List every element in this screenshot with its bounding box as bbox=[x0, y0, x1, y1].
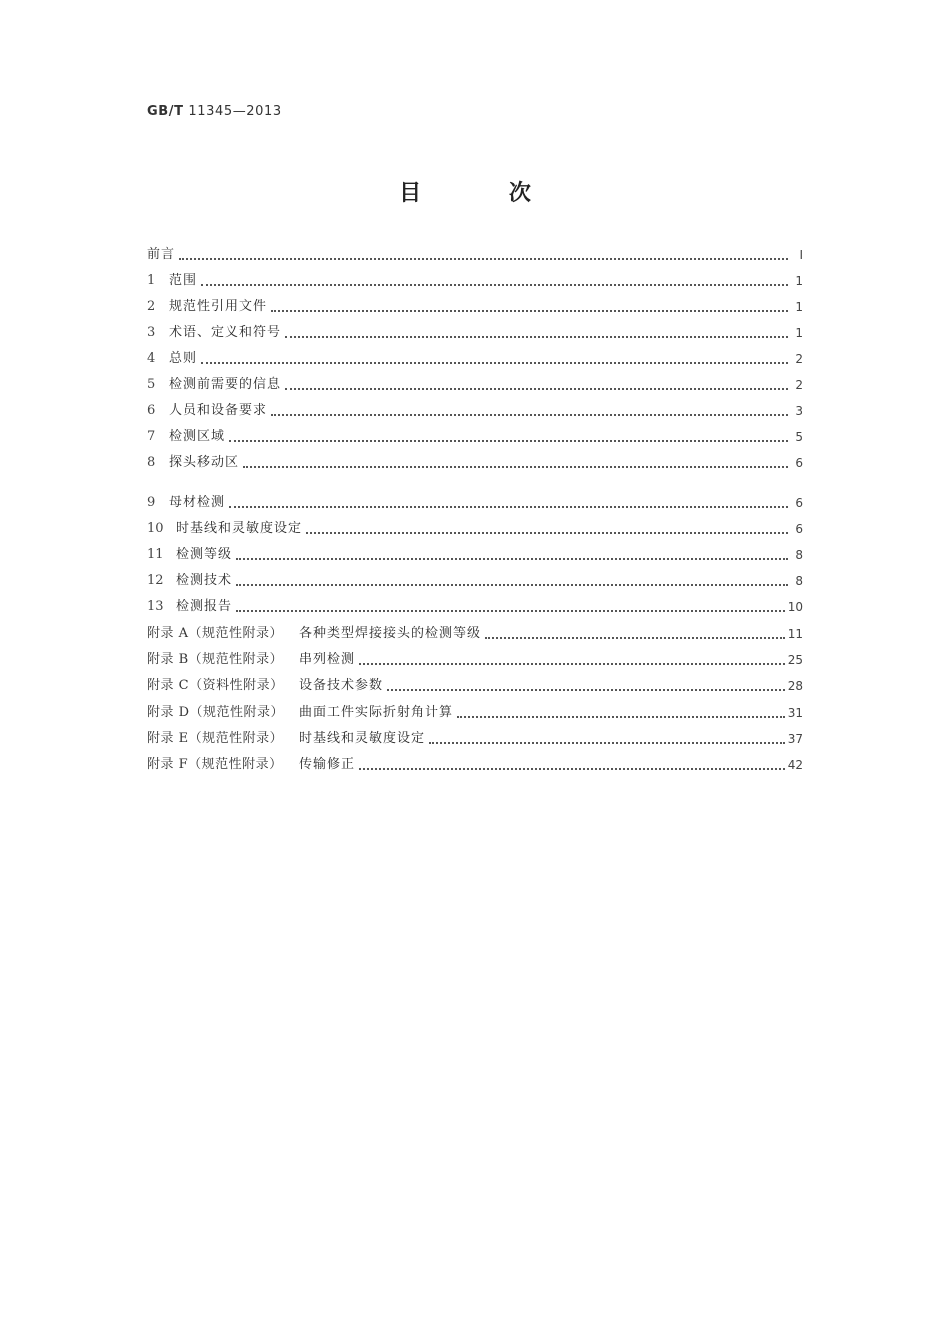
leader-dots bbox=[387, 689, 785, 691]
toc-entry-annex-e[interactable] bbox=[147, 730, 803, 748]
standard-number: 11345—2013 bbox=[188, 104, 282, 119]
leader-dots bbox=[236, 584, 788, 586]
toc-number: 12 bbox=[147, 573, 164, 588]
toc-label: 前言 bbox=[147, 247, 176, 262]
toc-number: 13 bbox=[147, 599, 164, 614]
toc-page-number: 5 bbox=[795, 430, 803, 444]
toc-label: 设备技术参数 bbox=[299, 678, 384, 693]
toc-entry-6[interactable] bbox=[147, 402, 803, 420]
toc-page-number: 2 bbox=[795, 378, 803, 392]
leader-dots bbox=[285, 336, 788, 338]
toc-number: 3 bbox=[147, 325, 156, 340]
page-title: 目 次 bbox=[399, 181, 571, 206]
toc-label: 总则 bbox=[169, 351, 198, 366]
toc-entry-7[interactable] bbox=[147, 428, 803, 446]
toc-page-number: Ⅰ bbox=[799, 248, 803, 262]
toc-page-number: 1 bbox=[795, 300, 803, 314]
toc-entry-2[interactable] bbox=[147, 298, 803, 316]
toc-page-number: 42 bbox=[787, 758, 803, 772]
toc-page-number: 37 bbox=[787, 732, 803, 746]
toc-label: 时基线和灵敏度设定 bbox=[176, 521, 303, 536]
annex-tag: 附录 A（规范性附录） bbox=[147, 626, 284, 641]
toc-entry-annex-c[interactable] bbox=[147, 677, 803, 695]
leader-dots bbox=[271, 310, 788, 312]
toc-label: 检测区域 bbox=[169, 429, 226, 444]
toc-entry-annex-b[interactable] bbox=[147, 651, 803, 669]
toc-entry-13[interactable] bbox=[147, 598, 803, 616]
toc-entry-annex-d[interactable] bbox=[147, 704, 803, 722]
toc-page-number: 6 bbox=[795, 496, 803, 510]
toc-number: 11 bbox=[147, 547, 164, 562]
leader-dots bbox=[306, 532, 788, 534]
leader-dots bbox=[271, 414, 788, 416]
toc-label: 人员和设备要求 bbox=[169, 403, 268, 418]
toc-number: 5 bbox=[147, 377, 156, 392]
leader-dots bbox=[236, 558, 788, 560]
toc-entry-annex-a[interactable] bbox=[147, 625, 803, 643]
toc-entry-10[interactable] bbox=[147, 520, 803, 538]
toc-number: 6 bbox=[147, 403, 156, 418]
leader-dots bbox=[359, 663, 785, 665]
annex-tag: 附录 B（规范性附录） bbox=[147, 652, 284, 667]
toc-number: 8 bbox=[147, 455, 156, 470]
toc-label: 检测等级 bbox=[176, 547, 233, 562]
standard-code-header bbox=[147, 104, 282, 119]
toc-page-number: 8 bbox=[795, 574, 803, 588]
toc-page-number: 10 bbox=[787, 600, 803, 614]
toc-entry-foreword[interactable] bbox=[147, 246, 803, 264]
leader-dots bbox=[229, 440, 788, 442]
toc-label: 时基线和灵敏度设定 bbox=[299, 731, 426, 746]
toc-page-number: 3 bbox=[795, 404, 803, 418]
toc-label: 曲面工件实际折射角计算 bbox=[299, 705, 454, 720]
toc-entry-annex-f[interactable] bbox=[147, 756, 803, 774]
toc-number: 4 bbox=[147, 351, 156, 366]
standard-code: GB/T bbox=[147, 104, 184, 119]
toc-entry-1[interactable] bbox=[147, 272, 803, 290]
toc-page-number: 11 bbox=[787, 627, 803, 641]
toc-page-number: 6 bbox=[795, 522, 803, 536]
toc-page-number: 25 bbox=[787, 653, 803, 667]
toc-number: 10 bbox=[147, 521, 164, 536]
leader-dots bbox=[457, 716, 785, 718]
annex-tag: 附录 F（规范性附录） bbox=[147, 757, 283, 772]
leader-dots bbox=[429, 742, 785, 744]
toc-label: 规范性引用文件 bbox=[169, 299, 268, 314]
leader-dots bbox=[201, 284, 788, 286]
toc-label: 串列检测 bbox=[299, 652, 356, 667]
toc-entry-3[interactable] bbox=[147, 324, 803, 342]
toc-page-number: 31 bbox=[787, 706, 803, 720]
toc-label: 范围 bbox=[169, 273, 198, 288]
toc-number: 9 bbox=[147, 495, 156, 510]
toc-label: 母材检测 bbox=[169, 495, 226, 510]
toc-label: 检测前需要的信息 bbox=[169, 377, 282, 392]
toc-number: 1 bbox=[147, 273, 156, 288]
annex-tag: 附录 C（资料性附录） bbox=[147, 678, 284, 693]
toc-label: 各种类型焊接接头的检测等级 bbox=[299, 626, 482, 641]
leader-dots bbox=[243, 466, 788, 468]
annex-tag: 附录 E（规范性附录） bbox=[147, 731, 284, 746]
toc-page-number: 2 bbox=[795, 352, 803, 366]
toc-page-number: 1 bbox=[795, 326, 803, 340]
toc-page-number: 8 bbox=[795, 548, 803, 562]
toc-entry-11[interactable] bbox=[147, 546, 803, 564]
toc-page-number: 28 bbox=[787, 679, 803, 693]
leader-dots bbox=[201, 362, 788, 364]
toc-entry-9[interactable] bbox=[147, 494, 803, 512]
toc-entry-12[interactable] bbox=[147, 572, 803, 590]
toc-entry-8[interactable] bbox=[147, 454, 803, 472]
toc-label: 探头移动区 bbox=[169, 455, 240, 470]
leader-dots bbox=[485, 637, 785, 639]
leader-dots bbox=[285, 388, 788, 390]
toc-number: 7 bbox=[147, 429, 156, 444]
leader-dots bbox=[229, 506, 788, 508]
toc-entry-5[interactable] bbox=[147, 376, 803, 394]
toc-label: 检测技术 bbox=[176, 573, 233, 588]
toc-page-number: 6 bbox=[795, 456, 803, 470]
toc-page-number: 1 bbox=[795, 274, 803, 288]
toc-number: 2 bbox=[147, 299, 156, 314]
leader-dots bbox=[359, 768, 785, 770]
toc-label: 检测报告 bbox=[176, 599, 233, 614]
leader-dots bbox=[236, 610, 785, 612]
leader-dots bbox=[179, 258, 788, 260]
toc-label: 传输修正 bbox=[299, 757, 356, 772]
toc-label: 术语、定义和符号 bbox=[169, 325, 282, 340]
annex-tag: 附录 D（规范性附录） bbox=[147, 705, 285, 720]
toc-entry-4[interactable] bbox=[147, 350, 803, 368]
